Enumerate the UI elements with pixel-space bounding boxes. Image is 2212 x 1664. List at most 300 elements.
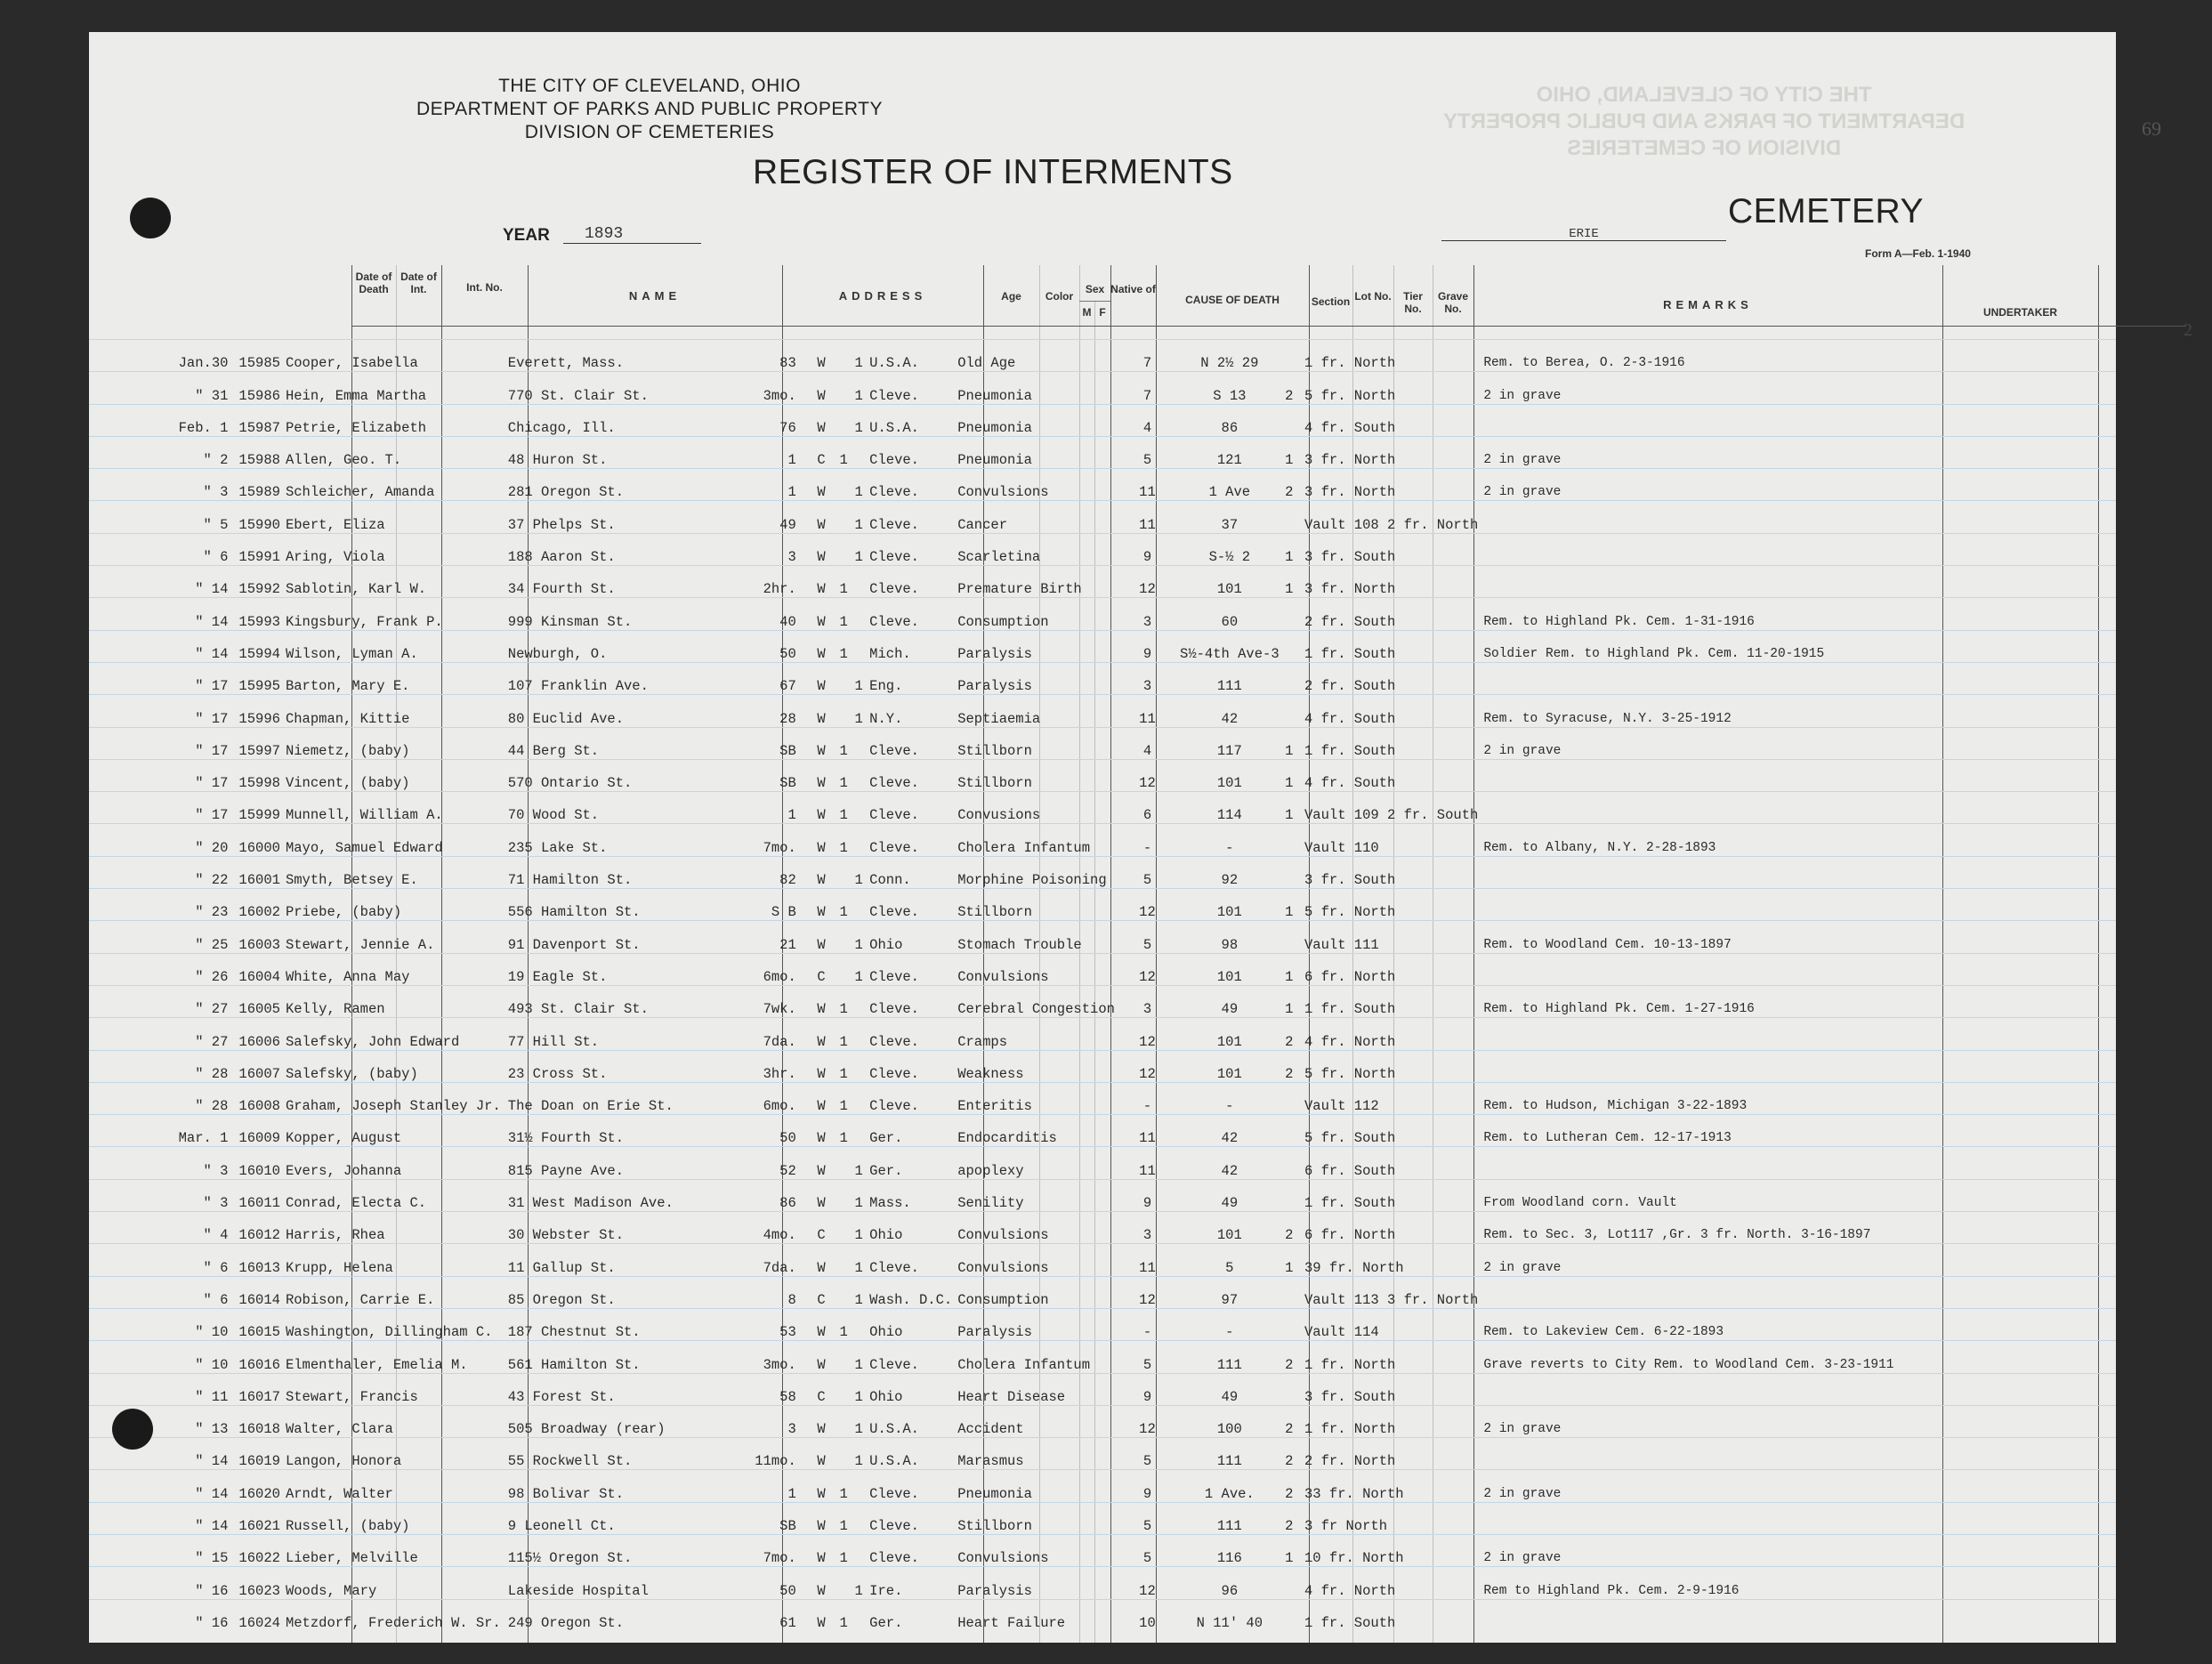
table-row	[89, 630, 2116, 662]
col-cause: CAUSE OF DEATH	[1185, 294, 1280, 306]
remarks-cell: Grave reverts to City Rem. to Woodland Cem. 3-23-1911	[1483, 1357, 1894, 1372]
age-cell: 3hr.	[763, 1065, 796, 1082]
native-cell: Mass.	[869, 1195, 911, 1212]
sex-f-cell: 1	[854, 387, 863, 404]
date-cell: Jan.30	[178, 355, 229, 372]
name-cell: Graham, Joseph Stanley Jr.	[285, 1098, 501, 1115]
address-cell: 34 Fourth St.	[507, 581, 616, 598]
cause-cell: Heart Failure	[957, 1614, 1066, 1631]
name-cell: Lieber, Melville	[285, 1550, 418, 1567]
address-cell: 19 Eagle St.	[507, 968, 608, 985]
tier-cell: 1	[1285, 1259, 1294, 1276]
name-cell: Kingsbury, Frank P.	[285, 613, 443, 630]
sex-f-cell	[853, 1470, 864, 1502]
cause-cell: Convulsions	[957, 1259, 1049, 1276]
grave-cell: 4 fr. North	[1304, 1033, 1396, 1050]
date-cell: " 3	[203, 1195, 229, 1212]
remarks-cell: Soldier Rem. to Highland Pk. Cem. 11-20-1915	[1483, 646, 1825, 661]
sex-m-cell	[834, 372, 853, 404]
cause-cell: Pneumonia	[957, 452, 1032, 469]
remarks-cell: Rem. to Hudson, Michigan 3-22-1893	[1483, 1099, 1748, 1114]
color-cell: W	[817, 839, 826, 856]
sex-m-cell	[834, 856, 853, 888]
age-cell: 52	[779, 1162, 796, 1179]
grave-cell: 3 fr. South	[1304, 549, 1396, 566]
sex-m-cell: 1	[839, 775, 848, 792]
age-cell: SB	[779, 1517, 796, 1534]
tier-cell: 1	[1285, 742, 1294, 759]
int-no-cell: 16009	[238, 1130, 280, 1147]
section-cell: 3	[1142, 678, 1152, 695]
section-cell: 4	[1142, 419, 1152, 436]
cause-cell: Paralysis	[957, 678, 1032, 695]
date-cell: " 6	[203, 1259, 229, 1276]
sex-m-cell: 1	[839, 807, 848, 824]
name-cell: Salefsky, John Edward	[285, 1033, 460, 1050]
section-cell: 5	[1142, 936, 1152, 953]
date-cell: " 6	[203, 1291, 229, 1308]
date-cell: " 17	[195, 678, 229, 695]
sex-f-cell: 1	[854, 419, 863, 436]
native-cell: Wash. D.C.	[869, 1291, 953, 1308]
section-cell: 11	[1139, 710, 1156, 727]
name-cell: Hein, Emma Martha	[285, 387, 427, 404]
remarks-cell	[1478, 889, 1893, 921]
lot-cell: 92	[1221, 872, 1239, 889]
undertaker-cell	[1894, 695, 2061, 727]
int-no-cell: 15988	[238, 452, 280, 469]
name-cell: Ebert, Eliza	[285, 516, 385, 533]
cause-cell: Cramps	[957, 1033, 1007, 1050]
sex-f-cell: 1	[854, 355, 863, 372]
remarks-cell: 2 in grave	[1483, 388, 1562, 403]
date-cell: " 28	[195, 1098, 229, 1115]
color-cell: W	[817, 1130, 826, 1147]
lot-cell: 100	[1216, 1421, 1242, 1438]
lot-cell: 96	[1221, 1582, 1239, 1599]
table-row	[89, 1147, 2116, 1179]
remarks-cell: Rem. to Lakeview Cem. 6-22-1893	[1483, 1325, 1724, 1340]
table-row	[89, 953, 2116, 985]
color-cell: W	[817, 1259, 826, 1276]
lot-cell: 49	[1221, 1001, 1239, 1018]
date-cell: " 14	[195, 1517, 229, 1534]
age-cell: 7wk.	[763, 1001, 796, 1018]
col-date-int: Date of Int.	[400, 271, 437, 295]
color-cell: C	[817, 1388, 826, 1405]
tier-cell	[1280, 1147, 1299, 1179]
address-cell: 23 Cross St.	[507, 1065, 608, 1082]
table-row	[89, 695, 2116, 727]
cause-cell: Morphine Poisoning	[957, 872, 1107, 889]
date-cell: " 17	[195, 710, 229, 727]
lot-cell: 111	[1216, 678, 1242, 695]
name-cell: Cooper, Isabella	[285, 355, 418, 372]
name-cell: Salefsky, (baby)	[285, 1065, 418, 1082]
age-cell: 2hr.	[763, 581, 796, 598]
name-cell: Niemetz, (baby)	[285, 742, 410, 759]
sex-m-cell	[834, 1212, 853, 1244]
color-cell: W	[817, 904, 826, 921]
int-no-cell: 16012	[238, 1227, 280, 1244]
address-cell: 48 Huron St.	[507, 452, 608, 469]
grave-cell: Vault 112	[1304, 1098, 1379, 1115]
cause-cell: Cerebral Congestion	[957, 1001, 1115, 1018]
section-cell: 11	[1139, 1130, 1156, 1147]
lot-cell: 101	[1216, 775, 1242, 792]
section-cell: 12	[1139, 581, 1156, 598]
address-cell: Lakeside Hospital	[507, 1582, 649, 1599]
table-row	[89, 1050, 2116, 1082]
int-no-cell: 16010	[238, 1162, 280, 1179]
col-undertaker: UNDERTAKER	[1982, 306, 2058, 319]
color-cell: W	[817, 1453, 826, 1470]
undertaker-cell	[1894, 404, 2061, 436]
address-cell: 37 Phelps St.	[507, 516, 616, 533]
sex-f-cell: 1	[854, 1582, 863, 1599]
lot-cell: 111	[1216, 1517, 1242, 1534]
int-no-cell: 16004	[238, 968, 280, 985]
lot-cell: 60	[1221, 613, 1239, 630]
section-cell: 3	[1142, 613, 1152, 630]
cause-cell: Septiaemia	[957, 710, 1041, 727]
sex-f-cell	[853, 598, 864, 630]
native-cell: Cleve.	[869, 1098, 919, 1115]
section-cell: -	[1142, 839, 1152, 856]
name-cell: Krupp, Helena	[285, 1259, 393, 1276]
city-line: THE CITY OF CLEVELAND, OHIO	[498, 76, 801, 96]
tier-cell: 2	[1285, 1485, 1294, 1502]
remarks-cell: 2 in grave	[1483, 1486, 1562, 1501]
cause-cell: Cancer	[957, 516, 1007, 533]
age-cell: 76	[779, 419, 796, 436]
int-no-cell: 15986	[238, 387, 280, 404]
lot-cell: 111	[1216, 1356, 1242, 1373]
sex-m-cell	[834, 1405, 853, 1437]
sex-m-cell: 1	[839, 1033, 848, 1050]
cause-cell: Paralysis	[957, 645, 1032, 662]
sex-f-cell	[853, 1308, 864, 1340]
sex-f-cell: 1	[854, 484, 863, 501]
color-cell: W	[817, 387, 826, 404]
undertaker-cell	[1894, 792, 2061, 824]
section-cell: -	[1142, 1098, 1152, 1115]
tier-cell	[1280, 1115, 1299, 1147]
age-cell: 83	[779, 355, 796, 372]
undertaker-cell	[1894, 1115, 2061, 1147]
lot-cell: 49	[1221, 1388, 1239, 1405]
binder-hole-top	[130, 198, 171, 238]
address-cell: 999 Kinsman St.	[507, 613, 633, 630]
native-cell: Cleve.	[869, 1485, 919, 1502]
remarks-cell	[1478, 1373, 1893, 1405]
section-cell: 9	[1142, 549, 1152, 566]
tier-cell	[1280, 404, 1299, 436]
section-cell: 3	[1142, 1001, 1152, 1018]
undertaker-cell	[1894, 1599, 2061, 1631]
color-cell: W	[817, 1517, 826, 1534]
sex-f-cell: 1	[854, 1453, 863, 1470]
grave-cell: 6 fr. North	[1304, 1227, 1396, 1244]
date-cell: " 5	[203, 516, 229, 533]
native-cell: Conn.	[869, 872, 911, 889]
age-cell: 7mo.	[763, 1550, 796, 1567]
sex-m-cell	[834, 533, 853, 565]
date-cell: " 10	[195, 1356, 229, 1373]
undertaker-cell	[1894, 1341, 2061, 1373]
cause-cell: Stillborn	[957, 775, 1032, 792]
int-no-cell: 15994	[238, 645, 280, 662]
int-no-cell: 16014	[238, 1291, 280, 1308]
sex-f-cell: 1	[854, 1291, 863, 1308]
int-no-cell: 15999	[238, 807, 280, 824]
grave-cell: 4 fr. South	[1304, 775, 1396, 792]
table-row	[89, 921, 2116, 953]
native-cell: Ger.	[869, 1130, 903, 1147]
undertaker-cell	[1894, 662, 2061, 694]
sex-f-cell: 1	[854, 872, 863, 889]
table-row	[89, 1115, 2116, 1147]
color-cell: W	[817, 1582, 826, 1599]
name-cell: Arndt, Walter	[285, 1485, 393, 1502]
tier-cell	[1280, 1308, 1299, 1340]
table-row	[89, 340, 2116, 372]
age-cell: 28	[779, 710, 796, 727]
tier-cell	[1280, 1373, 1299, 1405]
tier-cell: 1	[1285, 904, 1294, 921]
tier-cell	[1280, 1567, 1299, 1599]
color-cell: W	[817, 1485, 826, 1502]
native-cell: Cleve.	[869, 968, 919, 985]
grave-cell: 4 fr. South	[1304, 419, 1396, 436]
col-sex-f: F	[1099, 306, 1106, 319]
sex-m-cell	[834, 469, 853, 501]
name-cell: Stewart, Francis	[285, 1388, 418, 1405]
sex-f-cell	[853, 630, 864, 662]
name-cell: Petrie, Elizabeth	[285, 419, 427, 436]
color-cell: C	[817, 452, 826, 469]
sex-f-cell: 1	[854, 1162, 863, 1179]
undertaker-cell	[1894, 985, 2061, 1017]
date-cell: " 10	[195, 1324, 229, 1341]
cause-cell: Consumption	[957, 1291, 1049, 1308]
table-row	[89, 889, 2116, 921]
remarks-cell: Rem. to Highland Pk. Cem. 1-27-1916	[1483, 1002, 1755, 1017]
sex-f-cell	[853, 1534, 864, 1566]
grave-cell: 5 fr. South	[1304, 1130, 1396, 1147]
interment-table	[89, 339, 2116, 1631]
bleed-through-mirror: THE CITY OF CLEVELAND, OHIO DEPARTMENT OF PARKS AND PUBLIC PROPERTY DIVISION OF CEMETERIES	[1442, 83, 1965, 160]
undertaker-cell	[1894, 1567, 2061, 1599]
age-cell: 86	[779, 1195, 796, 1212]
cause-cell: Convulsions	[957, 484, 1049, 501]
int-no-cell: 16006	[238, 1033, 280, 1050]
cause-cell: apoplexy	[957, 1162, 1024, 1179]
sex-m-cell	[834, 340, 853, 372]
tier-cell	[1280, 598, 1299, 630]
undertaker-cell	[1894, 469, 2061, 501]
color-cell: W	[817, 1098, 826, 1115]
tier-cell: 2	[1285, 387, 1294, 404]
col-native: Native of	[1110, 283, 1156, 295]
address-cell: 55 Rockwell St.	[507, 1453, 633, 1470]
address-cell: 115½ Oregon St.	[507, 1550, 633, 1567]
remarks-cell	[1478, 1438, 1893, 1470]
remarks-cell: 2 in grave	[1483, 1260, 1562, 1275]
remarks-cell	[1478, 566, 1893, 598]
tier-cell: 1	[1285, 1550, 1294, 1567]
date-cell: " 3	[203, 1162, 229, 1179]
native-cell: U.S.A.	[869, 1421, 919, 1438]
age-cell: 7mo.	[763, 839, 796, 856]
int-no-cell: 15989	[238, 484, 280, 501]
age-cell: 40	[779, 613, 796, 630]
lot-cell: 98	[1221, 936, 1239, 953]
sex-f-cell: 1	[854, 1421, 863, 1438]
year-value: 1893	[563, 219, 701, 244]
color-cell: W	[817, 807, 826, 824]
undertaker-cell	[1894, 921, 2061, 953]
address-cell: 11 Gallup St.	[507, 1259, 616, 1276]
native-cell: Cleve.	[869, 484, 919, 501]
section-cell: 12	[1139, 775, 1156, 792]
remarks-cell	[1478, 1018, 1893, 1050]
remarks-cell: Rem. to Syracuse, N.Y. 3-25-1912	[1483, 711, 1732, 726]
section-cell: 12	[1139, 904, 1156, 921]
table-row	[89, 566, 2116, 598]
cause-cell: Pneumonia	[957, 387, 1032, 404]
age-cell: 1	[787, 484, 796, 501]
table-row	[89, 469, 2116, 501]
sex-m-cell	[834, 1276, 853, 1308]
grave-cell: 3 fr. North	[1304, 484, 1396, 501]
age-cell: 82	[779, 872, 796, 889]
address-cell: 71 Hamilton St.	[507, 872, 633, 889]
col-age: Age	[1001, 290, 1021, 303]
cause-cell: Convulsions	[957, 1227, 1049, 1244]
cause-cell: Convulsions	[957, 1550, 1049, 1567]
address-cell: 9 Leonell Ct.	[507, 1517, 616, 1534]
color-cell: W	[817, 613, 826, 630]
date-cell: " 27	[195, 1033, 229, 1050]
cause-cell: Cholera Infantum	[957, 839, 1091, 856]
sex-f-cell	[853, 1018, 864, 1050]
age-cell: 50	[779, 645, 796, 662]
table-row	[89, 985, 2116, 1017]
sex-m-cell	[834, 501, 853, 533]
date-cell: " 14	[195, 1485, 229, 1502]
table-row	[89, 598, 2116, 630]
sex-f-cell: 1	[854, 516, 863, 533]
remarks-cell	[1478, 1147, 1893, 1179]
col-int-no: Int. No.	[466, 281, 503, 294]
cause-cell: Stomach Trouble	[957, 936, 1082, 953]
cause-cell: Stillborn	[957, 904, 1032, 921]
lot-cell: N 2½ 29	[1200, 355, 1259, 372]
date-cell: " 14	[195, 581, 229, 598]
date-cell: " 20	[195, 839, 229, 856]
age-cell: SB	[779, 775, 796, 792]
remarks-cell	[1478, 533, 1893, 565]
name-cell: Langon, Honora	[285, 1453, 402, 1470]
age-cell: 3	[787, 1421, 796, 1438]
int-no-cell: 16017	[238, 1388, 280, 1405]
int-no-cell: 16016	[238, 1356, 280, 1373]
lot-cell: 101	[1216, 968, 1242, 985]
undertaker-cell	[1894, 824, 2061, 856]
date-cell: " 4	[203, 1227, 229, 1244]
tier-cell: 1	[1285, 549, 1294, 566]
section-cell: 5	[1142, 872, 1152, 889]
age-cell: 49	[779, 516, 796, 533]
table-row	[89, 372, 2116, 404]
binder-hole-bottom	[112, 1409, 153, 1450]
grave-cell: 6 fr. North	[1304, 968, 1396, 985]
color-cell: W	[817, 678, 826, 695]
tier-cell	[1280, 921, 1299, 953]
native-cell: Ire.	[869, 1582, 903, 1599]
name-cell: Wilson, Lyman A.	[285, 645, 418, 662]
name-cell: Aring, Viola	[285, 549, 385, 566]
section-cell: 11	[1139, 1162, 1156, 1179]
address-cell: 80 Euclid Ave.	[507, 710, 625, 727]
int-no-cell: 16021	[238, 1517, 280, 1534]
age-cell: 11mo.	[755, 1453, 796, 1470]
undertaker-cell	[1894, 501, 2061, 533]
undertaker-cell	[1894, 953, 2061, 985]
tier-cell: 1	[1285, 1001, 1294, 1018]
grave-cell: 1 fr. South	[1304, 1614, 1396, 1631]
date-cell: " 2	[203, 452, 229, 469]
cemetery-label: CEMETERY	[1728, 192, 1924, 230]
color-cell: W	[817, 742, 826, 759]
table-row	[89, 1018, 2116, 1050]
grave-cell: 3 fr. North	[1304, 581, 1396, 598]
lot-cell: S½-4th Ave-3	[1180, 645, 1280, 662]
native-cell: Cleve.	[869, 1033, 919, 1050]
grave-cell: 33 fr. North	[1304, 1485, 1404, 1502]
native-cell: Cleve.	[869, 516, 919, 533]
table-row	[89, 824, 2116, 856]
int-no-cell: 16020	[238, 1485, 280, 1502]
remarks-cell: 2 in grave	[1483, 1422, 1562, 1437]
date-cell: Mar. 1	[178, 1130, 229, 1147]
lot-cell: 114	[1216, 807, 1242, 824]
color-cell: W	[817, 1065, 826, 1082]
section-cell: 11	[1139, 484, 1156, 501]
remarks-cell: 2 in grave	[1483, 453, 1562, 468]
int-no-cell: 15990	[238, 516, 280, 533]
tier-cell: 1	[1285, 807, 1294, 824]
int-no-cell: 16018	[238, 1421, 280, 1438]
age-cell: 4mo.	[763, 1227, 796, 1244]
address-cell: The Doan on Erie St.	[507, 1098, 674, 1115]
age-cell: 67	[779, 678, 796, 695]
remarks-cell	[1478, 1599, 1893, 1631]
section-cell: 10	[1139, 1614, 1156, 1631]
tier-cell: 2	[1285, 1065, 1294, 1082]
undertaker-cell	[1894, 1373, 2061, 1405]
col-date-death: Date of Death	[355, 271, 392, 295]
sex-m-cell	[834, 953, 853, 985]
color-cell: W	[817, 936, 826, 953]
date-cell: " 22	[195, 872, 229, 889]
remarks-cell: Rem. to Lutheran Cem. 12-17-1913	[1483, 1131, 1732, 1146]
address-cell: 561 Hamilton St.	[507, 1356, 641, 1373]
name-cell: Stewart, Jennie A.	[285, 936, 435, 953]
date-cell: " 15	[195, 1550, 229, 1567]
col-lot: Lot No.	[1354, 290, 1392, 303]
